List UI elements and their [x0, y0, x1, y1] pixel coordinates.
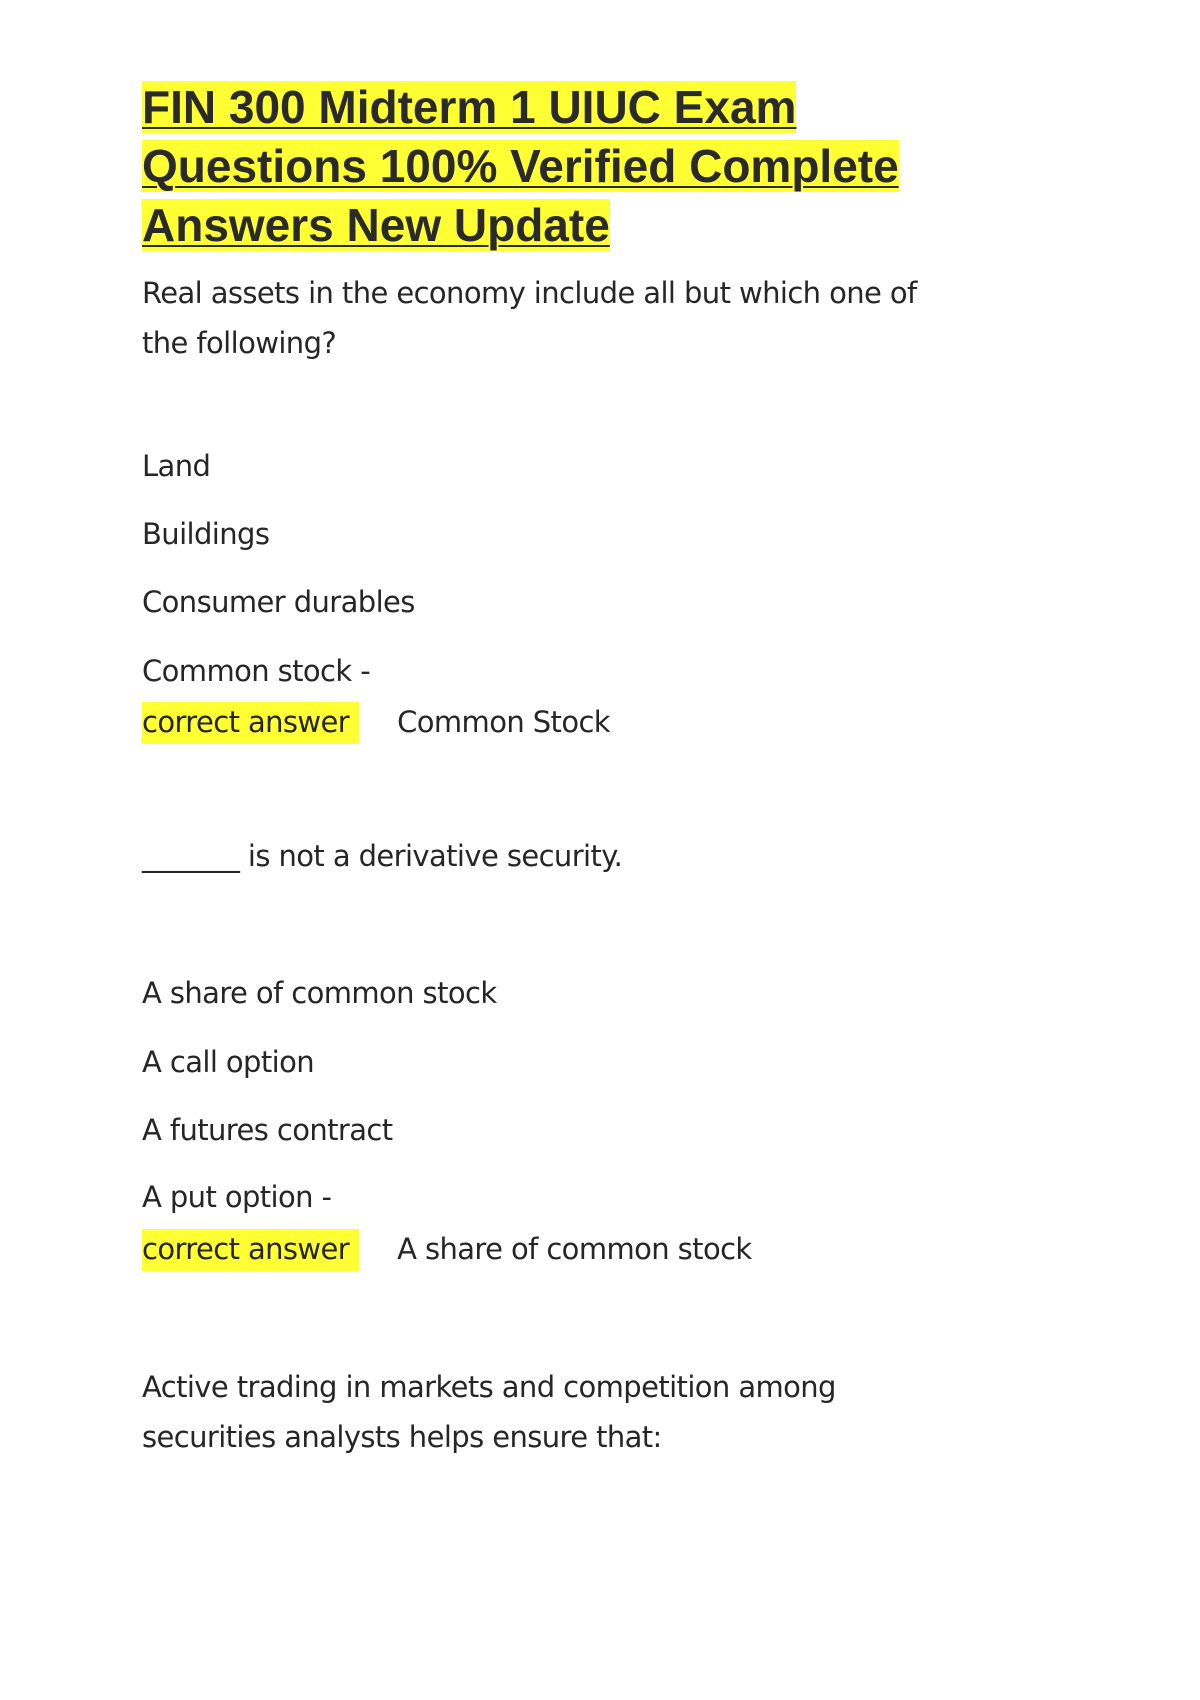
question-2-answer: A share of common stock [397, 1232, 752, 1266]
question-1-answer-label: correct answer [142, 702, 359, 744]
question-1-answer: Common Stock [397, 705, 611, 739]
question-3-prompt: Active trading in markets and competition among securities analysts helps ensure that: [142, 1370, 836, 1454]
question-1-option-1: Land [142, 449, 211, 483]
question-1-option-2: Buildings [142, 517, 270, 551]
question-1-option-3: Consumer durables [142, 585, 415, 619]
question-2-option-4: A put option - [142, 1180, 332, 1214]
question-1-answer-row [142, 702, 610, 742]
question-2-option-3: A futures contract [142, 1113, 393, 1147]
question-2-option-2: A call option [142, 1045, 315, 1079]
question-2-prompt: _______ is not a derivative security. [142, 839, 623, 873]
document-title [142, 78, 982, 255]
question-1-option-4: Common stock - [142, 654, 371, 688]
question-2-answer-row [142, 1229, 752, 1269]
question-2-option-1: A share of common stock [142, 976, 497, 1010]
document-page [142, 78, 982, 1454]
document-title-text: FIN 300 Midterm 1 UIUC Exam Questions 100% Verified Complete Answers New Update [142, 81, 899, 251]
question-2-answer-label: correct answer [142, 1229, 359, 1271]
question-1-prompt: Real assets in the economy include all but which one of the following? [142, 276, 917, 360]
